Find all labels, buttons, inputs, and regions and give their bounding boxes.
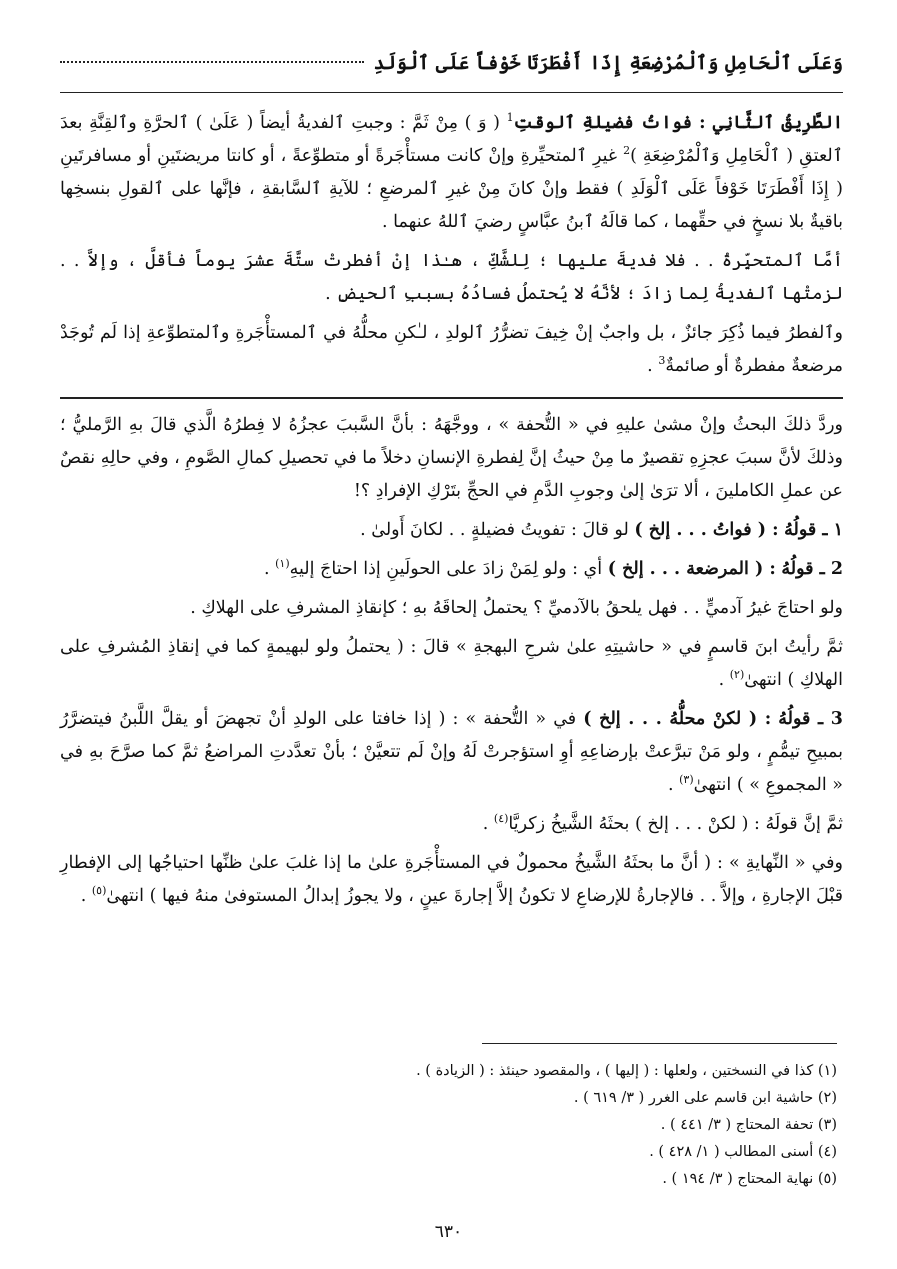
matn-divider xyxy=(60,92,843,93)
footnote-marker: (١) xyxy=(275,557,290,571)
footnote-marker: 3 xyxy=(658,354,666,368)
note-lead: 3 ـ قولُهُ xyxy=(778,709,843,729)
hashiya-note-1 xyxy=(60,514,843,547)
footnote-marker: (٤) xyxy=(493,812,509,826)
commentary-paragraph-1 xyxy=(60,107,843,239)
hashiya-note-3: 3 ـ قولُهُ : ( لكنْ محلُّهُ . . . إلخ ) في « التُّحفة » : ( إذا خافتا على الولدِ أنْ تجهضَ أو يقلَّ اللَّبنُ فيتضرَّرُ بمبيحِ تيمُّمٍ ، ولو مَنْ تبرَّعتْ بإرضاعِهِ أوِ استؤجرتْ لَهُ وإنْ لَم تتعيَّنْ ؛ بأنْ تعدَّدتِ المراضعُ ثمَّ كما صرَّحَ بهِ في « المجموعِ » ) انتهىٰ$^{(٣)}$ . xyxy=(60,709,843,795)
footnote-3: (٣) تحفة المحتاج ( ٣/ ٤٤١ ) . xyxy=(660,1117,837,1133)
footnote-1: (١) كذا في النسختين ، ولعلها : ( إليها ) ، والمقصود حينئذ : ( الزيادة ) . xyxy=(416,1063,837,1079)
hashiya-note-2c: ثمَّ رأيتُ ابنَ قاسمٍ في « حاشيتِهِ علىٰ شرحِ البهجةِ » قالَ : ( يحتملُ ولو لبهيمةٍ كما في إنقاذِ المُشرفِ على الهلاكِ ) انتهىٰ$^{(٢)}$ . xyxy=(60,637,843,690)
commentary-text: ( وَ ) مِنْ ثَمَّ : وجبتِ ٱلفديةُ أيضاً ( عَلَىٰ ) ٱلحرَّةِ وٱلقِنَّةِ بعدَ ٱلعتقِ ( ٱلْحَامِلِ وَٱلْمُرْضِعَةِ ) xyxy=(60,113,843,166)
note-text: ثمَّ رأيتُ ابنَ قاسمٍ في « حاشيتِهِ علىٰ شرحِ البهجةِ » قالَ : ( يحتملُ ولو لبهيمةٍ كما في إنقاذِ المُشرفِ على الهلاكِ ) انتهىٰ xyxy=(60,637,843,690)
note-lemma: : ( لكنْ محلُّهُ . . . إلخ ) xyxy=(583,709,772,729)
footnote-divider xyxy=(482,1043,837,1044)
commentary-text: غيرِ ٱلمتحيِّرةِ وإنْ كانت مستأْجَرةً أو متطوِّعةً ، أو كانتا مريضتَينِ أو مسافرتَينِ ( إِذَا أَفْطَرَتَا خَوْفاً عَلَى ٱلْوَلَدِ ) فقط وإنْ كانَ مِنْ غيرِ ٱلمرضعِ ؛ للآيةِ ٱلسَّابقةِ ، فإنَّها على ٱلقولِ بنسخِها باقيةٌ بلا نسخٍ في حقِّهما ، كما قالَهُ ٱبنُ عبَّاسٍ رضيَ ٱللهُ عنهما . xyxy=(60,146,843,232)
footnote-marker: (٥) xyxy=(91,884,107,898)
commentary-paragraph-3: وٱلفطرُ فيما ذُكِرَ جائزٌ ، بل واجبٌ إنْ خِيفَ تضرُّرُ ٱلولدِ ، لـٰكنِ محلُّهُ في ٱلمستأْجَرةِ وٱلمتطوِّعةِ إذا لَم تُوجَدْ مرضعةٌ مفطرةٌ أو صائمةٌ$^3$ . xyxy=(60,323,843,376)
section-divider xyxy=(60,397,843,399)
footnote-marker: 2 xyxy=(623,144,631,158)
note-lemma: : ( فواتُ . . . إلخ ) xyxy=(634,520,779,540)
footnote-5: (٥) نهاية المحتاج ( ٣/ ١٩٤ ) . xyxy=(662,1171,837,1187)
note-text: لو قالَ : تفويتُ فضيلةٍ . . لكانَ أَولىٰ . xyxy=(360,520,629,540)
commentary-section xyxy=(60,107,843,383)
hashiya-note-3c: وفي « النِّهايةِ » : ( أنَّ ما بحثَهُ الشَّيخُ محمولٌ في المستأْجَرةِ علىٰ ما إذا غلبَ علىٰ ظنِّها احتياجُها إلى الإفطارِ قبْلَ الإجارةِ ، وإلاَّ . . فالإجارةُ للإرضاعِ لا تكونُ إلاَّ إجارةَ عينٍ ، ولا يجوزُ إبدالُ المستوفىٰ منهُ فيها ) انتهىٰ$^{(٥)}$ . xyxy=(60,853,843,906)
page-number: ٦٣٠ xyxy=(434,1222,463,1242)
note-text: أي : ولو لِمَنْ زادَ على الحولَينِ إذا احتاجَ إليهِ xyxy=(289,559,603,579)
footnotes xyxy=(54,1058,837,1193)
note-text: في « التُّحفة » : ( إذا خافتا على الولدِ أنْ تجهضَ أو يقلَّ اللَّبنُ فيتضرَّرُ بمبيحِ تيمُّمٍ ، ولو مَنْ تبرَّعتْ بإرضاعِهِ أوِ استؤجرتْ لَهُ وإنْ لَم تتعيَّنْ ؛ بأنْ تعدَّدتِ المراضعُ ثمَّ كما صرَّحَ بهِ في « المجموعِ » ) انتهىٰ xyxy=(60,709,843,795)
note-lead: 2 ـ قولُهُ xyxy=(781,559,843,579)
note-text: ثمَّ إنَّ قولَهُ : ( لكنْ . . . إلخ ) بحثَهُ الشَّيخُ زكريَّا xyxy=(508,814,843,834)
footnote-marker: (٢) xyxy=(729,668,745,682)
commentary-text: وٱلفطرُ فيما ذُكِرَ جائزٌ ، بل واجبٌ إنْ خِيفَ تضرُّرُ ٱلولدِ ، لـٰكنِ محلُّهُ في ٱلمستأْجَرةِ وٱلمتطوِّعةِ إذا لَم تُوجَدْ مرضعةٌ مفطرةٌ أو صائمةٌ xyxy=(60,323,843,376)
footnote-marker: 1 xyxy=(506,111,514,125)
page-body xyxy=(60,46,843,919)
hashiya-note-2b: ولو احتاجَ غيرُ آدميٍّ . . فهل يلحقُ بالآدميِّ ؟ يحتملُ إلحاقَهُ بهِ ؛ كإنقاذِ المشرفِ على الهلاكِ . xyxy=(190,598,843,618)
dotted-leader xyxy=(60,61,364,63)
footnote-marker: (٣) xyxy=(679,773,694,787)
matn-text: وَعَلَى ٱلْحَامِلِ وَٱلْمُرْضِعَةِ إِذَا أَفْطَرَتَا خَوْفاً عَلَى ٱلْوَلَدِ xyxy=(373,52,843,74)
note-text: وفي « النِّهايةِ » : ( أنَّ ما بحثَهُ الشَّيخُ محمولٌ في المستأْجَرةِ علىٰ ما إذا غلبَ علىٰ ظنِّها احتياجُها إلى الإفطارِ قبْلَ الإجارةِ ، وإلاَّ . . فالإجارةُ للإرضاعِ لا تكونُ إلاَّ إجارةَ عينٍ ، ولا يجوزُ إبدالُ المستوفىٰ منهُ فيها ) انتهىٰ xyxy=(60,853,843,906)
commentary-heading: الطَّرِيقُ ٱلثَّانِي : فواتُ فضيلةِ ٱلوقتِ xyxy=(513,113,843,133)
hashiya-note-2: 2 ـ قولُهُ : ( المرضعة . . . إلخ ) أي : ولو لِمَنْ زادَ على الحولَينِ إذا احتاجَ إليهِ$^{(١)}$ . xyxy=(263,557,843,579)
commentary-paragraph-2: أمَّا ٱلمتحيِّرةُ . . فلا فديةَ عليها ؛ لِلشَّكِّ ، هـٰذا إنْ أفطرتْ ستَّةَ عشرَ يوماً فأقلَّ ، وإلاَّ . . لزمتْها ٱلفديةُ لِما زادَ ؛ لأنَّهُ لا يُحتملُ فسادُهُ بسببِ ٱلحيضِ . xyxy=(60,251,843,304)
matn-header xyxy=(60,46,843,80)
note-lemma: : ( المرضعة . . . إلخ ) xyxy=(607,559,776,579)
hashiya-note-3b: ثمَّ إنَّ قولَهُ : ( لكنْ . . . إلخ ) بحثَهُ الشَّيخُ زكريَّا$^{(٤)}$ . xyxy=(482,812,843,834)
footnote-4: (٤) أسنى المطالب ( ١/ ٤٢٨ ) . xyxy=(649,1144,837,1160)
footnote-2: (٢) حاشية ابن قاسم على الغرر ( ٣/ ٦١٩ ) . xyxy=(573,1090,837,1106)
hashiya-intro: وردَّ ذلكَ البحثُ وإنْ مشىٰ عليهِ في « التُّحفة » ، ووجَّهَهُ : بأنَّ السَّببَ عجزُهُ لا فِطرُهُ الَّذي قالَ بهِ الرَّمليُّ ؛ وذلكَ لأنَّ سببَ عجزِهِ تقصيرٌ ما مِنْ حيثُ إنَّ لِفطرةِ الإنسانِ دخلاً ما في تحصيلِ كمالِ الصَّومِ ، وفي حالِهِ نقصٌ عن عملِ الكاملينَ ، ألا ترَىٰ إلىٰ وجوبِ الدَّمِ في الحجِّ بتَرْكِ الإفرادِ ؟! xyxy=(60,415,843,501)
note-lead: ١ ـ قولُهُ xyxy=(784,520,843,540)
hashiya-section xyxy=(60,409,843,913)
